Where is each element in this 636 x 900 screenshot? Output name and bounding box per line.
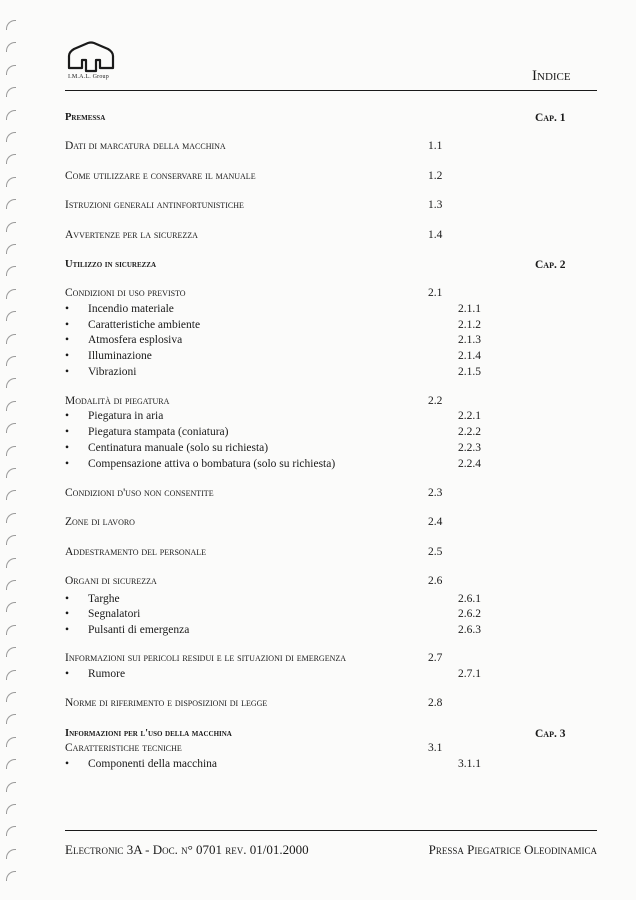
binding-hole bbox=[6, 378, 16, 388]
footer-product-name: Pressa Piegatrice Oleodinamica bbox=[428, 842, 597, 857]
binding-hole bbox=[6, 154, 16, 164]
toc-chapter-number: Cap. 3 bbox=[535, 728, 566, 740]
toc-section-item bbox=[65, 575, 595, 591]
binding-hole bbox=[6, 87, 16, 97]
toc-entry-title: Premessa bbox=[65, 112, 106, 123]
binding-holes bbox=[6, 20, 22, 890]
toc-entry-title: Targhe bbox=[88, 593, 120, 605]
toc-entry-title: Incendio materiale bbox=[88, 303, 174, 315]
binding-hole bbox=[6, 311, 16, 321]
binding-hole bbox=[6, 334, 16, 344]
bullet-icon: • bbox=[65, 442, 70, 454]
footer-rule bbox=[65, 830, 597, 831]
toc-section-number: 1.3 bbox=[428, 199, 443, 211]
bullet-icon: • bbox=[65, 608, 70, 620]
toc-subsection-number: 3.1.1 bbox=[458, 758, 481, 770]
binding-hole bbox=[6, 602, 16, 612]
binding-hole bbox=[6, 670, 16, 680]
toc-subsection-item bbox=[65, 442, 595, 458]
binding-hole bbox=[6, 782, 16, 792]
toc-entry-title: Norme di riferimento e disposizioni di legge bbox=[65, 697, 268, 709]
toc-entry-title: Vibrazioni bbox=[88, 366, 137, 378]
bullet-icon: • bbox=[65, 426, 70, 438]
toc-subsection-item bbox=[65, 350, 595, 366]
toc-chapter-number: Cap. 2 bbox=[535, 259, 566, 271]
toc-section-item bbox=[65, 742, 595, 758]
bullet-icon: • bbox=[65, 624, 70, 636]
binding-hole bbox=[6, 289, 16, 299]
toc-subsection-number: 2.6.2 bbox=[458, 608, 481, 620]
binding-hole bbox=[6, 266, 16, 276]
toc-section-number: 1.4 bbox=[428, 229, 443, 241]
toc-subsection-number: 2.1.2 bbox=[458, 319, 481, 331]
binding-hole bbox=[6, 535, 16, 545]
toc-section-item bbox=[65, 487, 595, 503]
toc-entry-title: Dati di marcatura della macchina bbox=[65, 140, 226, 152]
binding-hole bbox=[6, 759, 16, 769]
binding-hole bbox=[6, 558, 16, 568]
toc-subsection-item bbox=[65, 668, 595, 684]
toc-entry-title: Atmosfera esplosiva bbox=[88, 334, 183, 346]
toc-section-item bbox=[65, 652, 595, 668]
toc-entry-title: Compensazione attiva o bombatura (solo su richiesta) bbox=[88, 458, 336, 470]
binding-hole bbox=[6, 423, 16, 433]
toc-subsection-item bbox=[65, 624, 595, 640]
header-rule bbox=[65, 90, 597, 91]
toc-subsection-item bbox=[65, 334, 595, 350]
toc-subsection-number: 2.2.3 bbox=[458, 442, 481, 454]
toc-section-item bbox=[65, 140, 595, 156]
binding-hole bbox=[6, 513, 16, 523]
toc-section-number: 2.5 bbox=[428, 546, 443, 558]
logo-text: I.M.A.L. Group bbox=[68, 74, 109, 80]
toc-section-number: 3.1 bbox=[428, 742, 443, 754]
toc-section-item bbox=[65, 199, 595, 215]
bullet-icon: • bbox=[65, 758, 70, 770]
toc-entry-title: Centinatura manuale (solo su richiesta) bbox=[88, 442, 269, 454]
bullet-icon: • bbox=[65, 593, 70, 605]
toc-entry-title: Utilizzo in sicurezza bbox=[65, 259, 157, 270]
toc-section-item bbox=[65, 287, 595, 303]
toc-entry-title: Condizioni d'uso non consentite bbox=[65, 487, 214, 499]
binding-hole bbox=[6, 580, 16, 590]
toc-entry-title: Avvertenze per la sicurezza bbox=[65, 229, 198, 241]
binding-hole bbox=[6, 804, 16, 814]
binding-hole bbox=[6, 714, 16, 724]
binding-hole bbox=[6, 826, 16, 836]
toc-subsection-number: 2.6.1 bbox=[458, 593, 481, 605]
page-title: Indice bbox=[532, 68, 571, 84]
bullet-icon: • bbox=[65, 458, 70, 470]
binding-hole bbox=[6, 356, 16, 366]
toc-section-item bbox=[65, 697, 595, 713]
toc-entry-title: Modalità di piegatura bbox=[65, 395, 170, 407]
toc-subsection-item bbox=[65, 458, 595, 474]
toc-subsection-item bbox=[65, 319, 595, 335]
toc-subsection-number: 2.2.2 bbox=[458, 426, 481, 438]
toc-entry-title: Caratteristiche tecniche bbox=[65, 742, 182, 754]
binding-hole bbox=[6, 110, 16, 120]
binding-hole bbox=[6, 132, 16, 142]
toc-subsection-number: 2.1.5 bbox=[458, 366, 481, 378]
binding-hole bbox=[6, 871, 16, 881]
toc-entry-title: Componenti della macchina bbox=[88, 758, 218, 770]
toc-entry-title: Caratteristiche ambiente bbox=[88, 319, 201, 331]
bullet-icon: • bbox=[65, 366, 70, 378]
toc-chapter-heading bbox=[65, 259, 595, 275]
toc-subsection-number: 2.7.1 bbox=[458, 668, 481, 680]
binding-hole bbox=[6, 849, 16, 859]
binding-hole bbox=[6, 737, 16, 747]
toc-entry-title: Piegatura stampata (coniatura) bbox=[88, 426, 229, 438]
bullet-icon: • bbox=[65, 410, 70, 422]
bullet-icon: • bbox=[65, 350, 70, 362]
toc-entry-title: Segnalatori bbox=[88, 608, 141, 620]
toc-section-number: 2.2 bbox=[428, 395, 443, 407]
bullet-icon: • bbox=[65, 319, 70, 331]
toc-subsection-item bbox=[65, 410, 595, 426]
toc-entry-title: Condizioni di uso previsto bbox=[65, 287, 186, 299]
toc-chapter-heading bbox=[65, 112, 595, 128]
toc-subsection-item bbox=[65, 758, 595, 774]
toc-section-number: 2.3 bbox=[428, 487, 443, 499]
toc-subsection-number: 2.2.4 bbox=[458, 458, 481, 470]
bullet-icon: • bbox=[65, 303, 70, 315]
toc-subsection-item bbox=[65, 426, 595, 442]
toc-section-number: 2.4 bbox=[428, 516, 443, 528]
binding-hole bbox=[6, 401, 16, 411]
toc-section-number: 2.8 bbox=[428, 697, 443, 709]
toc-subsection-number: 2.6.3 bbox=[458, 624, 481, 636]
toc-section-number: 2.6 bbox=[428, 575, 443, 587]
toc-section-item bbox=[65, 229, 595, 245]
toc-subsection-number: 2.1.1 bbox=[458, 303, 481, 315]
binding-hole bbox=[6, 65, 16, 75]
toc-entry-title: Rumore bbox=[88, 668, 126, 680]
toc-entry-title: Informazioni per l'uso della macchina bbox=[65, 728, 232, 739]
toc-entry-title: Illuminazione bbox=[88, 350, 152, 362]
toc-subsection-number: 2.1.4 bbox=[458, 350, 481, 362]
binding-hole bbox=[6, 446, 16, 456]
toc-subsection-item bbox=[65, 593, 595, 609]
binding-hole bbox=[6, 490, 16, 500]
toc-entry-title: Zone di lavoro bbox=[65, 516, 135, 528]
toc-chapter-number: Cap. 1 bbox=[535, 112, 566, 124]
toc-section-item bbox=[65, 546, 595, 562]
toc-entry-title: Come utilizzare e conservare il manuale bbox=[65, 170, 256, 182]
toc-subsection-number: 2.2.1 bbox=[458, 410, 481, 422]
binding-hole bbox=[6, 647, 16, 657]
binding-hole bbox=[6, 177, 16, 187]
bullet-icon: • bbox=[65, 668, 70, 680]
binding-hole bbox=[6, 199, 16, 209]
toc-subsection-item bbox=[65, 366, 595, 382]
binding-hole bbox=[6, 468, 16, 478]
toc-section-number: 2.7 bbox=[428, 652, 443, 664]
toc-entry-title: Addestramento del personale bbox=[65, 546, 207, 558]
bullet-icon: • bbox=[65, 334, 70, 346]
toc-section-number: 1.2 bbox=[428, 170, 443, 182]
toc-entry-title: Organi di sicurezza bbox=[65, 575, 157, 587]
footer-doc-reference: Electronic 3A - Doc. n° 0701 rev. 01/01.2000 bbox=[65, 842, 309, 857]
toc-section-item bbox=[65, 516, 595, 532]
toc-subsection-item bbox=[65, 608, 595, 624]
binding-hole bbox=[6, 244, 16, 254]
binding-hole bbox=[6, 42, 16, 52]
binding-hole bbox=[6, 20, 16, 30]
toc-section-number: 2.1 bbox=[428, 287, 443, 299]
toc-section-number: 1.1 bbox=[428, 140, 443, 152]
toc-subsection-item bbox=[65, 303, 595, 319]
binding-hole bbox=[6, 222, 16, 232]
toc-entry-title: Pulsanti di emergenza bbox=[88, 624, 190, 636]
binding-hole bbox=[6, 625, 16, 635]
toc-section-item bbox=[65, 170, 595, 186]
binding-hole bbox=[6, 692, 16, 702]
toc-entry-title: Piegatura in aria bbox=[88, 410, 164, 422]
toc-entry-title: Istruzioni generali antinfortunistiche bbox=[65, 199, 244, 211]
toc-section-item bbox=[65, 395, 595, 411]
toc-entry-title: Informazioni sui pericoli residui e le situazioni di emergenza bbox=[65, 652, 347, 664]
toc-subsection-number: 2.1.3 bbox=[458, 334, 481, 346]
